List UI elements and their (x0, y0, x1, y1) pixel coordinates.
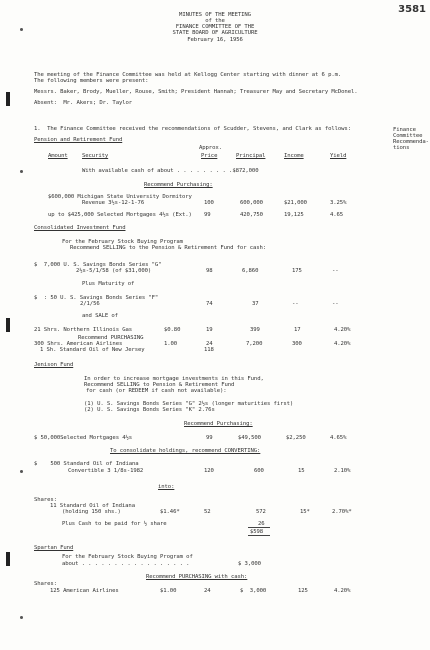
col-principal: Principal (236, 153, 266, 159)
cell-price: 100 (204, 200, 214, 206)
cell-income: $21,000 (284, 200, 307, 206)
binder-hole-mark (20, 470, 23, 473)
jenison-convert-row-a: $ 500 Standard Oil of Indiana (34, 461, 139, 467)
pension-row-1b: Revenue 3½s-12-1-76 (82, 200, 145, 206)
plus-maturity-label: Plus Maturity of (82, 281, 135, 287)
consolidated-row-2a: $ : 50 U. S. Savings Bonds Series "F" (34, 295, 159, 301)
cell-income: 300 (292, 341, 302, 347)
pension-fund-title: Pension and Retirement Fund (34, 137, 123, 143)
cell-income: 17 (294, 327, 301, 333)
into-label: into: (158, 484, 175, 490)
cell-principal: 600 (254, 468, 264, 474)
intro-line-2: The following members were present: (34, 78, 149, 84)
cell-principal: 6,860 (242, 268, 259, 274)
cell-yield: 4.65 (330, 212, 344, 218)
cell-income: 125 (298, 588, 308, 594)
col-amount: Amount (48, 153, 68, 159)
plus-cash-value: 26 (258, 521, 265, 527)
jenison-shares-row-b: (holding 150 shs.) (62, 509, 121, 515)
jenison-para-3: for cash (or REDEEM if cash not available): (86, 388, 227, 394)
jenison-para-1: In order to increase mortgage investments in this Fund, (84, 376, 264, 382)
binder-hole-mark (20, 170, 23, 173)
cell-principal: 399 (250, 327, 260, 333)
cell-income: $2,250 (286, 435, 306, 441)
cell-price: 99 (204, 212, 211, 218)
cell-principal: 37 (252, 301, 259, 307)
cell-price: 120 (204, 468, 214, 474)
cell-dividend: 1.00 (164, 341, 178, 347)
jenison-consolidate: To consolidate holdings, recommend CONVERTING: (110, 448, 261, 454)
spartan-amount: $ 3,000 (238, 561, 261, 567)
cell-income: 15* (300, 509, 310, 515)
col-income: Income (284, 153, 304, 159)
col-yield: Yield (330, 153, 347, 159)
committee-name: FINANCE COMMITTEE OF THE (175, 24, 255, 30)
jenison-shares-row-a: 11 Standard Oil of Indiana (50, 503, 135, 509)
cell-principal: $49,500 (238, 435, 261, 441)
pension-recommend-purchasing: Recommend Purchasing: (144, 182, 213, 188)
cell-price: 98 (206, 268, 213, 274)
binder-mark (6, 318, 10, 332)
present-members: Messrs. Baker, Brody, Mueller, Rouse, Smith; President Hannah; Treasurer May and Secretary McDonel. (34, 89, 358, 95)
pension-row-2: up to $425,000 Selected Mortgages 4½s (Ext.) (48, 212, 192, 218)
shares-label: Shares: (34, 581, 57, 587)
cell-yield: -- (332, 268, 339, 274)
total-rule (248, 535, 270, 536)
absent-members: Absent: Mr. Akers; Dr. Taylor (34, 100, 133, 106)
jenison-fund-title: Jenison Fund (34, 362, 74, 368)
col-approx: Approx. (199, 145, 222, 151)
consolidated-intro-2: Recommend SELLING to the Pension & Retirement Fund for cash: (70, 245, 267, 251)
cell-income: 15 (298, 468, 305, 474)
cell-yield: 4.65% (330, 435, 347, 441)
cell-dividend: $0.80 (164, 327, 181, 333)
cell-principal: 420,750 (240, 212, 263, 218)
consolidated-row-2b: 2/1/56 (80, 301, 100, 307)
intro-line-1: The meeting of the Finance Committee was held at Kellogg Center starting with dinner at 6 p.m. (34, 72, 342, 78)
cell-price: 52 (204, 509, 211, 515)
cell-yield: 4.20% (334, 588, 351, 594)
cell-price: 118 (204, 347, 214, 353)
spartan-para-1: For the February Stock Buying Program of (62, 554, 193, 560)
cell-income: 19,125 (284, 212, 304, 218)
consolidated-row-5: 1 Sh. Standard Oil of New Jersey (40, 347, 145, 353)
cell-yield: -- (332, 301, 339, 307)
cell-yield: 4.20% (334, 327, 351, 333)
spartan-para-2: about . . . . . . . . . . . . . . . . . (62, 561, 190, 567)
cell-principal: 600,000 (240, 200, 263, 206)
margin-note-1: Finance (393, 127, 416, 133)
jenison-mortgages-row: $ 50,000Selected Mortgages 4½s (34, 435, 133, 441)
col-price: Price (201, 153, 218, 159)
jenison-convert-row-b: Convertible 3 1/8s-1982 (68, 468, 144, 474)
spartan-fund-title: Spartan Fund (34, 545, 74, 551)
margin-note-2: Committee (393, 133, 423, 139)
margin-note-4: tions (393, 145, 410, 151)
cell-dividend: $1.46* (160, 509, 180, 515)
cell-yield: 3.25% (330, 200, 347, 206)
cell-yield: 2.70%* (332, 509, 352, 515)
cell-principal: 7,200 (246, 341, 263, 347)
col-security: Security (82, 153, 109, 159)
cell-price: 19 (206, 327, 213, 333)
binder-mark (6, 92, 10, 106)
cell-price: 24 (206, 341, 213, 347)
cell-yield: 2.10% (334, 468, 351, 474)
consolidated-row-4: 300 Shrs. American Airlines (34, 341, 123, 347)
cell-income: 175 (292, 268, 302, 274)
pension-cash: With available cash of about . . . . . . . . .$872,000 (82, 168, 259, 174)
cell-principal: 572 (256, 509, 266, 515)
binder-hole-mark (20, 616, 23, 619)
cell-income: -- (292, 301, 299, 307)
cell-principal: $ 3,000 (240, 588, 267, 594)
minutes-title: MINUTES OF THE MEETING (179, 12, 251, 18)
consolidated-fund-title: Consolidated Investment Fund (34, 225, 126, 231)
consolidated-row-1a: $ 7,000 U. S. Savings Bonds Series "G" (34, 262, 162, 268)
cell-price: 74 (206, 301, 213, 307)
and-sale-label: and SALE of (82, 313, 118, 319)
binder-mark (6, 552, 10, 566)
cell-dividend: $1.00 (160, 588, 177, 594)
minutes-subtitle: of the (205, 18, 225, 24)
cell-price: 24 (204, 588, 211, 594)
consolidated-row-3: 21 Shrs. Northern Illinois Gas (34, 327, 133, 333)
recommend-purchasing-label: Recommend PURCHASING (78, 335, 144, 341)
cell-price: 99 (206, 435, 213, 441)
jenison-total: $598 (250, 529, 264, 535)
pension-row-1a: $600,000 Michigan State University Dormitory (48, 194, 192, 200)
board-name: STATE BOARD OF AGRICULTURE (172, 30, 258, 36)
item-1-heading: 1. The Finance Committee received the recommendations of Scudder, Stevens, and Clark as follows: (34, 126, 351, 132)
shares-label: Shares: (34, 497, 57, 503)
margin-note-3: Recommenda- (393, 139, 429, 145)
jenison-recommend-purchasing: Recommend Purchasing: (184, 421, 253, 427)
consolidated-intro-1: For the February Stock Buying Program (62, 239, 183, 245)
plus-cash-label: Plus Cash to be paid for ½ share (62, 521, 167, 527)
sum-rule (248, 527, 270, 528)
meeting-date: February 16, 1956 (187, 37, 243, 43)
jenison-para-2: Recommend SELLING to Pension & Retirement Fund (84, 382, 235, 388)
consolidated-row-1b: 2½s-5/1/58 (of $31,000) (76, 268, 152, 274)
spartan-recommend: Recommend PURCHASING with cash: (146, 574, 248, 580)
jenison-list-2: (2) U. S. Savings Bonds Series "K" 2.76s (84, 407, 215, 413)
spartan-row-1: 125 American Airlines (50, 588, 119, 594)
page-number: 3581 (398, 4, 426, 15)
cell-yield: 4.20% (334, 341, 351, 347)
jenison-list-1: (1) U. S. Savings Bonds Series "G" 2½s (longer maturities first) (84, 401, 294, 407)
